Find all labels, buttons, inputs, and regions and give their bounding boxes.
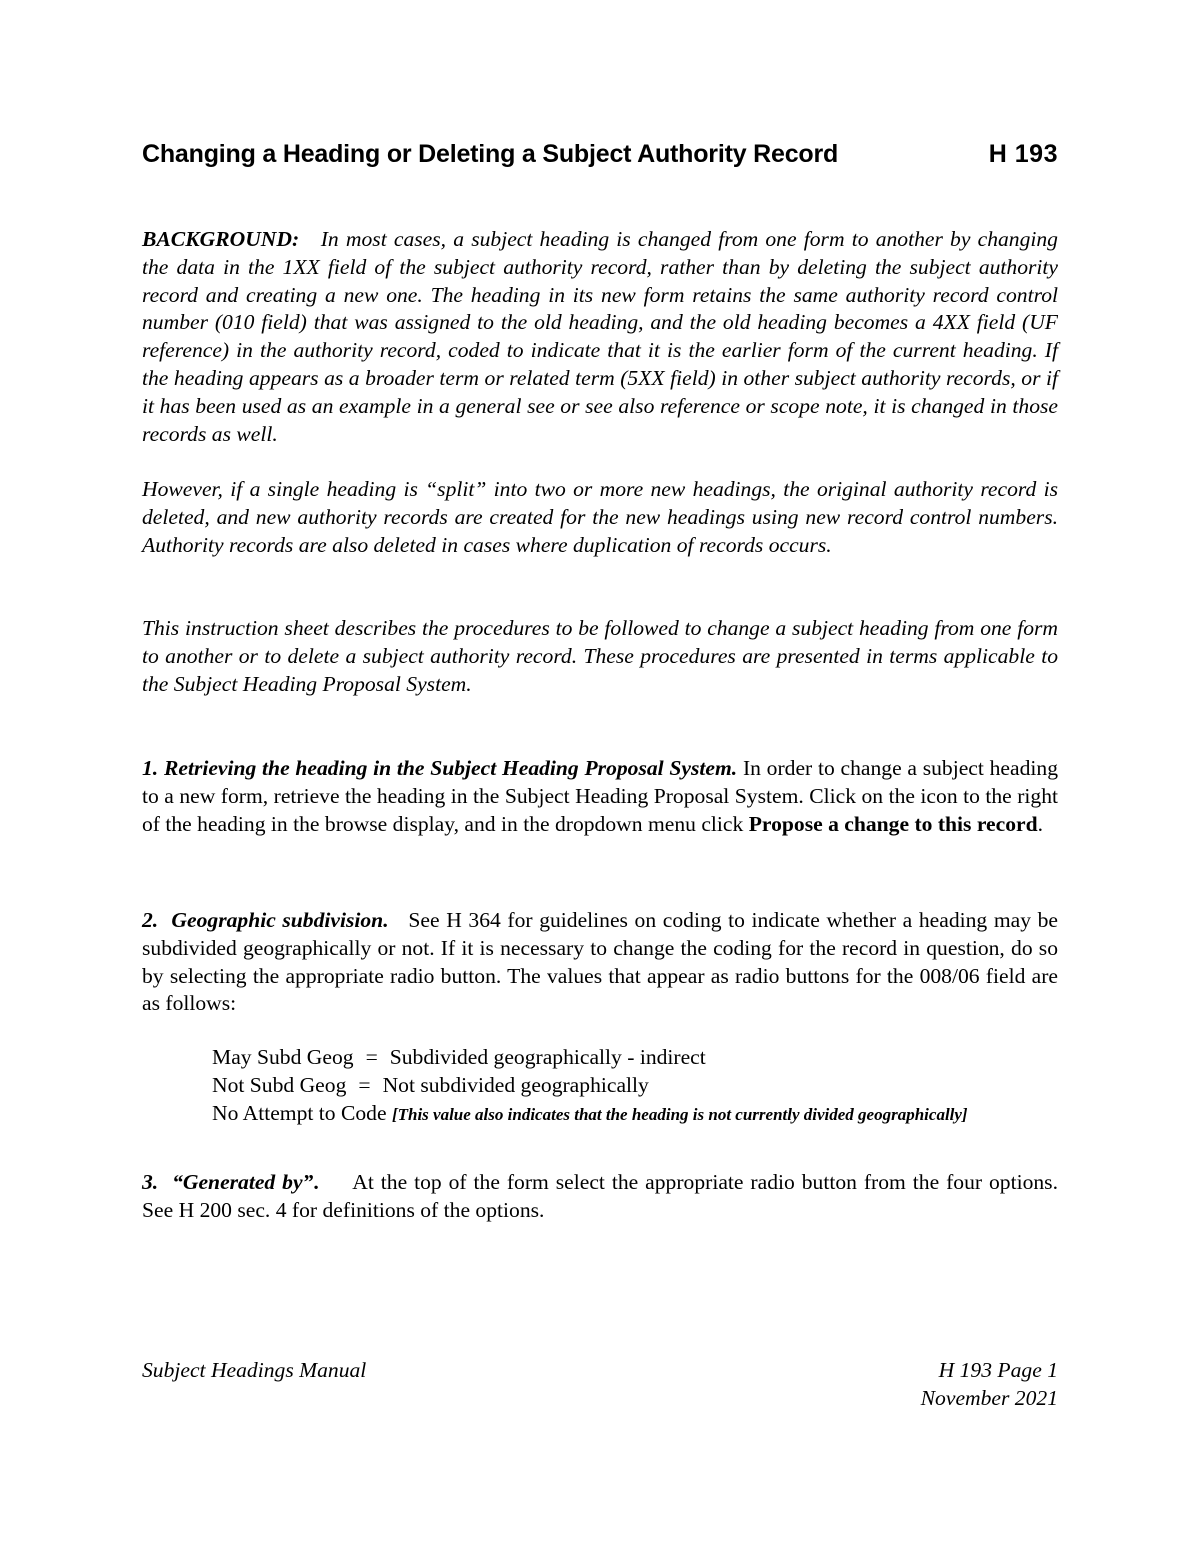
geog-value-row — [212, 1044, 968, 1072]
geog-value-meaning: Not subdivided geographically — [382, 1072, 649, 1097]
geog-value-meaning: Subdivided geographically - indirect — [389, 1045, 706, 1069]
geog-values-list — [212, 1044, 968, 1128]
background-label: BACKGROUND: — [142, 227, 300, 251]
geog-value-row — [212, 1072, 968, 1100]
geog-value-row — [212, 1100, 968, 1129]
section-2 — [142, 907, 1058, 1018]
title-text: Changing a Heading or Deleting a Subject Authority Record — [142, 140, 839, 168]
section-3-text: At the top of the form select the appropriate radio button from the four options. See H 200 sec. 4 for definitions of the options. — [142, 1170, 1058, 1222]
section-1-text: In order to change a subject heading to a new form, retrieve the heading in the Subject Heading Proposal System. Click on the icon to the right of the heading in the browse display, and in the dropdown menu click — [142, 756, 1058, 836]
geog-value-label: Not Subd Geog — [212, 1072, 347, 1097]
geog-value-sep: = — [358, 1072, 371, 1097]
instruction-paragraph: This instruction sheet describes the procedures to be followed to change a subject heading from one form to another or to delete a subject authority record. These procedures are presented in terms applicable to the Subject Heading Proposal System. — [142, 616, 1058, 696]
split-paragraph: However, if a single heading is “split” into two or more new headings, the original authority record is deleted, and new authority records are created for the new headings using new record control numbers. Authority records are also deleted in cases where duplication of records occurs. — [142, 477, 1058, 557]
document-page — [142, 0, 1058, 1553]
footer-date: November 2021 — [920, 1385, 1058, 1410]
geog-value-sep: = — [365, 1045, 378, 1069]
section-3-lead-end: . — [313, 1170, 319, 1194]
propose-change-text: Propose a change to this record — [748, 811, 1038, 836]
page-title — [142, 140, 1058, 169]
section-2-text: See H 364 for guidelines on coding to indicate whether a heading may be subdivided geographically or not. If it is necessary to change the coding for the record in question, do so by selecting the appropriate radio button. The values that appear as radio buttons for the 008/06 field are as follows: — [142, 908, 1058, 1016]
section-1-number: 1. — [142, 756, 159, 780]
section-1-end: . — [1037, 811, 1043, 836]
no-attempt-label: No Attempt to Code — [212, 1100, 387, 1125]
section-2-number: 2. — [142, 908, 159, 932]
geog-value-label: May Subd Geog — [212, 1045, 354, 1069]
section-1-lead: Retrieving the heading in the Subject Heading Proposal System. — [163, 756, 738, 780]
no-attempt-note: [This value also indicates that the heading is not currently divided geographically] — [391, 1104, 968, 1124]
background-paragraph — [142, 226, 1058, 448]
section-2-lead: Geographic subdivision. — [171, 908, 389, 932]
footer-page-info — [921, 1357, 1058, 1413]
title-code: H 193 — [988, 140, 1058, 168]
background-text: In most cases, a subject heading is changed from one form to another by changing the data in the 1XX field of the subject authority record, rather than by deleting the subject authority record and creating a new one. The heading in its new form retains the same authority record control number (010 field) that was assigned to the old heading, and the old heading becomes a 4XX field (UF reference) in the authority record, coded to indicate that it is the earlier form of the current heading. If the heading appears as a broader term or related term (5XX field) in other subject authority records, or if it has been used as an example in a general see or see also reference or scope note, it is changed in those records as well. — [142, 227, 1058, 446]
section-3-number: 3. — [142, 1170, 159, 1194]
footer-manual-name: Subject Headings Manual — [142, 1358, 367, 1382]
footer-page-number: H 193 Page 1 — [938, 1358, 1058, 1382]
section-1 — [142, 755, 1058, 838]
section-3 — [142, 1169, 1058, 1225]
section-3-lead: “Generated by” — [172, 1170, 314, 1194]
